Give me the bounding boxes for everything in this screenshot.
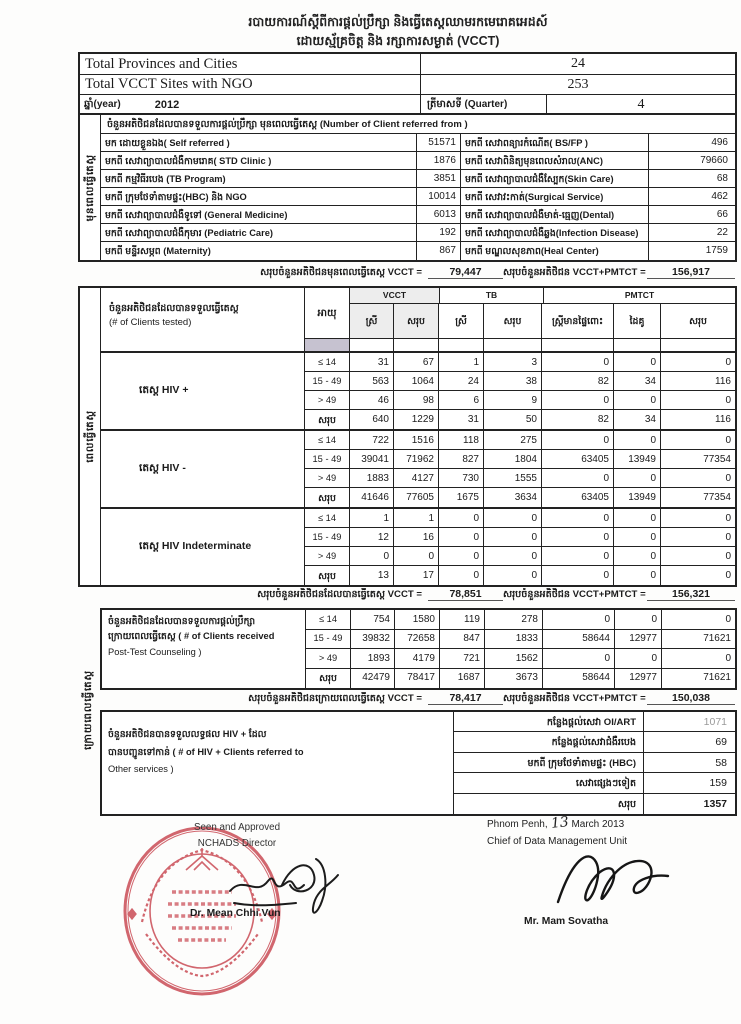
data-cell: 1516 <box>394 431 439 449</box>
data-cell: 0 <box>725 356 731 368</box>
post-test-section <box>102 610 735 688</box>
column-header: សរុប <box>689 315 707 326</box>
data-cell: 0 <box>394 547 439 565</box>
table-row <box>101 134 735 152</box>
data-cell: 63405 <box>542 488 614 507</box>
tested-table <box>78 286 737 587</box>
table-row <box>101 152 735 170</box>
data-cell: 13 <box>350 566 394 585</box>
summary-label: សរុបចំនួនអតិថិជន VCCT+PMTCT = <box>503 266 646 278</box>
section-rows <box>305 509 735 585</box>
column-header: សរុប <box>394 304 439 339</box>
section-vertical-label-pretest: មុនពេលធ្វើតេស្ត <box>84 153 96 222</box>
referral-source-label: មកពី សេវាព្យាបាលជំងឺទូទៅ (General Medicine) <box>101 206 417 223</box>
year-cell <box>80 97 420 112</box>
section-label: តេស្ត HIV + <box>101 353 305 429</box>
referred-out-rows <box>454 712 735 814</box>
table-row <box>454 773 735 793</box>
summary-value: 78,417 <box>428 692 503 705</box>
data-cell: 1833 <box>485 630 543 649</box>
post-test-summary-row <box>78 688 737 709</box>
referred-from-header: ចំនួនអតិថិជនដែលបានទទួលការផ្តល់ប្រឹក្សា មុនពេលធ្វើតេស្ត (Number of Client referred from ) <box>101 115 735 134</box>
report-title <box>78 13 718 52</box>
data-cell: 722 <box>350 431 394 449</box>
referral-source-label: មកពី ក្រុមថែទាំតាមផ្ទះ(HBC) និង NGO <box>101 188 417 205</box>
referral-source-label: មកពី សេវាព្យាបាលជំងឺស្បែក(Skin Care) <box>461 170 649 187</box>
data-cell: 17 <box>394 566 439 585</box>
data-cell: 0 <box>439 528 484 546</box>
tested-header-english: (# of Clients tested) <box>109 317 192 329</box>
data-cell: 13949 <box>614 450 661 468</box>
data-cell: 0 <box>725 613 731 625</box>
empty-cell <box>542 339 614 351</box>
section-hiv-positive <box>101 353 735 431</box>
data-cell: 3634 <box>484 488 542 507</box>
table-row <box>101 188 735 206</box>
referral-count: 51571 <box>417 134 461 151</box>
year-label: ឆ្នាំ(year) <box>84 99 121 110</box>
table-row <box>305 528 735 547</box>
referral-count: 496 <box>711 137 728 148</box>
data-cell: 98 <box>394 391 439 409</box>
totals-row-sites <box>80 74 735 94</box>
referral-source-label: មកពី សេវាព្យាបាលជំងឺកុមារ (Pediatric Care) <box>101 224 417 241</box>
referral-count: 10014 <box>417 188 461 205</box>
section-hiv-negative <box>101 431 735 509</box>
data-cell: 116 <box>715 375 731 387</box>
section-label: តេស្ត HIV - <box>101 431 305 507</box>
summary-label: សរុបចំនួនអតិថិជនក្រោយពេលធ្វើតេស្ត VCCT = <box>248 692 422 704</box>
table-row <box>454 732 735 752</box>
age-cell: 15 - 49 <box>306 630 351 649</box>
totals-row-period <box>80 94 735 114</box>
table-row-total <box>305 410 735 429</box>
tested-body <box>101 288 735 585</box>
column-header: ស្រី <box>350 304 394 339</box>
section-vertical-label-posttest: ក្រោយពេលធ្វើតេស្ត <box>83 670 94 750</box>
referred-out-header-khmer1: ចំនួនអតិថិជនបានទទួលលទ្ធផល HIV + ដែល <box>108 729 267 739</box>
referral-source-label: មកពី សេវាព្យាបាលជំងឺឆ្លង(Infection Disease) <box>461 224 649 241</box>
data-cell: 640 <box>350 410 394 429</box>
data-cell: 39041 <box>350 450 394 468</box>
group-header-tb: TB <box>440 288 544 303</box>
referral-count: 68 <box>716 173 728 184</box>
data-cell: 67 <box>394 353 439 371</box>
service-count: 69 <box>643 732 735 751</box>
data-cell: 119 <box>440 610 485 629</box>
year-value: 2012 <box>154 98 180 111</box>
table-row <box>454 712 735 732</box>
age-cell: ≤ 14 <box>305 431 350 449</box>
summary-value: 79,447 <box>428 266 503 279</box>
table-row <box>306 610 735 630</box>
data-cell: 34 <box>614 372 661 390</box>
data-cell: 0 <box>725 569 731 581</box>
signer-name-left: Dr. Mean Chhi Vun <box>190 908 281 919</box>
data-cell: 0 <box>542 509 614 527</box>
column-header: ស្ត្រីមានផ្ទៃពោះ <box>542 304 614 339</box>
data-cell: 847 <box>440 630 485 649</box>
data-cell: 12 <box>350 528 394 546</box>
referral-source-label: មកពី មណ្ឌលសុខភាព(Heal Center) <box>461 242 649 260</box>
data-cell: 82 <box>542 372 614 390</box>
table-row <box>305 372 735 391</box>
section-rows <box>305 353 735 429</box>
data-cell: 0 <box>615 649 662 668</box>
data-cell: 12977 <box>615 630 662 649</box>
data-cell: 71621 <box>703 633 731 644</box>
data-cell: 71621 <box>703 672 731 683</box>
data-cell: 3 <box>484 353 542 371</box>
data-cell: 41646 <box>350 488 394 507</box>
referral-source-label: មកពី សេវាពន្យារកំណើត( BS/FP ) <box>461 134 649 151</box>
service-count: 58 <box>643 753 735 772</box>
data-cell: 1893 <box>351 649 395 668</box>
summary-value: 150,038 <box>647 692 735 705</box>
referral-count: 462 <box>711 191 728 202</box>
column-header: ដៃគូ <box>614 304 661 339</box>
table-row <box>101 170 735 188</box>
data-cell: 0 <box>484 509 542 527</box>
section-hiv-indeterminate <box>101 509 735 585</box>
age-cell: > 49 <box>305 547 350 565</box>
section-vertical-label-test: ពេលធ្វើតេស្ត <box>84 410 96 463</box>
data-cell: 77354 <box>703 453 731 465</box>
data-cell: 0 <box>614 391 661 409</box>
service-count: 159 <box>643 773 735 792</box>
data-cell: 0 <box>725 434 731 446</box>
data-cell: 721 <box>440 649 485 668</box>
table-row <box>101 206 735 224</box>
data-cell: 827 <box>439 450 484 468</box>
pretest-summary-row <box>78 262 737 283</box>
summary-label: សរុបចំនួនអតិថិជន VCCT+PMTCT = <box>503 692 646 704</box>
age-cell: សរុប <box>305 566 350 585</box>
post-test-header-label <box>102 610 306 688</box>
data-cell: 12977 <box>615 669 662 689</box>
referral-source-label: មកពី មន្ទីរសម្ភព (Maternity) <box>101 242 417 260</box>
data-cell: 58644 <box>543 630 615 649</box>
totals-value: 24 <box>571 56 585 71</box>
data-cell: 278 <box>485 610 543 629</box>
data-cell: 78417 <box>395 669 440 689</box>
data-cell: 275 <box>484 431 542 449</box>
table-row-total <box>454 794 735 814</box>
data-cell: 1229 <box>394 410 439 429</box>
data-cell: 0 <box>614 353 661 371</box>
referred-from-body <box>101 115 735 260</box>
table-row <box>305 509 735 528</box>
service-label: មកពី ក្រុមថែទាំតាមផ្ទះ (HBC) <box>527 757 636 769</box>
table-row <box>101 242 735 260</box>
data-cell: 31 <box>439 410 484 429</box>
referral-count: 66 <box>716 209 728 220</box>
section-vertical-cell <box>80 115 101 260</box>
referred-out-header-khmer2: បានបញ្ជូនទៅកាន់ ( # of HIV + Clients referred to <box>108 746 304 757</box>
group-header-pmtct: PMTCT <box>624 290 655 301</box>
referral-source-label: មកពី សេវាពិនិត្យមុនពេលសំរាល(ANC) <box>461 152 649 169</box>
age-column-header <box>305 288 350 351</box>
data-cell: 1883 <box>350 469 394 487</box>
table-row <box>101 224 735 242</box>
empty-cell <box>439 339 484 351</box>
data-cell: 34 <box>614 410 661 429</box>
report-title-line1: របាយការណ៍ស្តីពីការផ្តល់ប្រឹក្សា និងធ្វើតេស្តឈាមរកមេរោគអេដស៍ <box>248 15 548 29</box>
table-row-total <box>305 566 735 585</box>
tested-header <box>101 288 735 353</box>
data-cell: 0 <box>614 547 661 565</box>
service-count: 1071 <box>643 712 735 731</box>
referred-out-header-label <box>102 712 454 814</box>
data-cell: 1555 <box>484 469 542 487</box>
section-rows <box>305 431 735 507</box>
totals-row-provinces <box>80 54 735 74</box>
age-cell: > 49 <box>306 649 351 668</box>
section-vertical-cell <box>79 625 98 795</box>
data-cell: 0 <box>725 531 731 543</box>
age-header-label: អាយុ <box>317 307 337 319</box>
referral-source-label: មកពី សេវាព្យាបាលជំងឺមាត់-ធ្មេញ(Dental) <box>461 206 649 223</box>
totals-value: 253 <box>567 76 589 92</box>
data-cell: 1675 <box>439 488 484 507</box>
data-cell: 0 <box>542 566 614 585</box>
totals-table <box>78 52 737 116</box>
table-row <box>305 547 735 566</box>
data-cell: 0 <box>614 431 661 449</box>
referral-count: 867 <box>417 242 461 260</box>
total-count: 1357 <box>643 794 735 814</box>
data-cell: 0 <box>725 472 731 484</box>
section-label: តេស្ត HIV Indeterminate <box>101 509 305 585</box>
signer-name-right: Mr. Mam Sovatha <box>524 916 609 927</box>
date-label: March 2013 <box>571 819 625 830</box>
handwritten-day: 13 <box>549 814 570 832</box>
report-title-line2: ដោយស្ម័គ្រចិត្ត និង រក្សាការសម្ងាត់ (VCCT) <box>296 34 500 49</box>
column-header: ស្រី <box>439 304 484 339</box>
data-cell: 0 <box>614 509 661 527</box>
data-cell: 0 <box>542 469 614 487</box>
table-row <box>454 753 735 773</box>
data-cell: 31 <box>350 353 394 371</box>
referral-count: 1759 <box>705 245 728 256</box>
table-row <box>305 469 735 488</box>
data-cell: 46 <box>350 391 394 409</box>
empty-cell <box>484 339 542 351</box>
data-cell: 63405 <box>542 450 614 468</box>
referral-source-label: មកពី កម្មវិធីរបេង (TB Program) <box>101 170 417 187</box>
table-row <box>305 391 735 410</box>
service-label: សេវាផ្សេងៗទៀត <box>575 778 636 790</box>
data-cell: 0 <box>542 391 614 409</box>
referral-source-label: មកពី សេវាវះកាត់(Surgical Service) <box>461 188 649 205</box>
data-cell: 9 <box>484 391 542 409</box>
data-cell: 58644 <box>543 669 615 689</box>
summary-label: សរុបចំនួនអតិថិជនដែលបានធ្វើតេស្ត VCCT = <box>257 588 422 600</box>
data-cell: 1 <box>439 353 484 371</box>
summary-label: សរុបចំនួនអតិថិជន VCCT+PMTCT = <box>503 588 646 600</box>
data-cell: 77354 <box>703 491 731 503</box>
age-cell: > 49 <box>305 469 350 487</box>
data-cell: 1562 <box>485 649 543 668</box>
data-cell: 72658 <box>395 630 440 649</box>
summary-value: 156,917 <box>647 266 735 279</box>
data-cell: 118 <box>439 431 484 449</box>
referred-from-table <box>78 113 737 262</box>
data-cell: 0 <box>725 652 731 664</box>
data-cell: 116 <box>715 413 731 425</box>
referral-count: 192 <box>417 224 461 241</box>
data-cell: 71962 <box>394 450 439 468</box>
table-row <box>306 649 735 669</box>
data-cell: 0 <box>543 610 615 629</box>
referral-source-label: មក ដោយខ្លួនឯង( Self referred ) <box>101 134 417 151</box>
data-cell: 0 <box>614 566 661 585</box>
totals-label: Total Provinces and Cities <box>85 55 238 72</box>
data-cell: 24 <box>439 372 484 390</box>
data-cell: 4127 <box>394 469 439 487</box>
data-cell: 754 <box>351 610 395 629</box>
totals-label: Total VCCT Sites with NGO <box>85 76 253 92</box>
data-cell: 0 <box>439 566 484 585</box>
data-cell: 0 <box>439 547 484 565</box>
age-cell: សរុប <box>305 410 350 429</box>
total-label: សរុប <box>617 798 636 810</box>
referral-count: 22 <box>716 227 728 238</box>
data-cell: 0 <box>484 566 542 585</box>
age-cell: ≤ 14 <box>305 509 350 527</box>
tested-header-khmer: ចំនួនអតិថិជនដែលបានទទួលធ្វើតេស្ត <box>109 303 239 314</box>
referred-out-header-english: Other services ) <box>108 764 174 775</box>
table-row-total <box>305 488 735 507</box>
service-label: កន្លែងផ្តល់សេវា OI/ART <box>546 717 636 728</box>
data-cell: 0 <box>439 509 484 527</box>
summary-value: 78,851 <box>428 588 503 601</box>
referral-count: 6013 <box>417 206 461 223</box>
column-header: សរុប <box>484 304 542 339</box>
quarter-value: 4 <box>637 96 645 112</box>
empty-cell <box>394 339 439 351</box>
service-label: កន្លែងផ្តល់សេវាជំងឺរបេង <box>551 737 636 749</box>
table-row <box>306 630 735 650</box>
data-cell: 4179 <box>395 649 440 668</box>
referral-count: 79660 <box>700 155 728 166</box>
data-cell: 0 <box>542 528 614 546</box>
empty-cell <box>614 339 661 351</box>
age-cell: ≤ 14 <box>305 353 350 371</box>
sub-header-row <box>350 304 735 339</box>
data-cell: 563 <box>350 372 394 390</box>
data-cell: 0 <box>614 469 661 487</box>
data-cell: 50 <box>484 410 542 429</box>
table-row <box>305 450 735 469</box>
age-cell: សរុប <box>306 669 351 689</box>
post-test-header-english: Post-Test Counseling ) <box>108 646 202 657</box>
quarter-label: ត្រីមាសទី (Quarter) <box>427 99 508 110</box>
data-cell: 42479 <box>351 669 395 689</box>
group-header-row <box>350 288 735 304</box>
post-test-table <box>100 608 737 690</box>
empty-cell <box>350 339 394 351</box>
data-cell: 0 <box>614 528 661 546</box>
age-header-shaded-cell <box>305 338 349 351</box>
data-cell: 0 <box>543 649 615 668</box>
data-cell: 1687 <box>440 669 485 689</box>
post-test-header-khmer1: ចំនួនអតិថិជនដែលបានទទួលការផ្តល់ប្រឹក្សា <box>108 616 256 626</box>
data-cell: 0 <box>725 394 731 406</box>
data-cell: 3673 <box>485 669 543 689</box>
tested-header-label <box>101 288 305 351</box>
data-cell: 1 <box>350 509 394 527</box>
data-cell: 0 <box>615 610 662 629</box>
age-cell: > 49 <box>305 391 350 409</box>
place-date-line <box>487 812 687 834</box>
table-row-total <box>306 669 735 689</box>
group-header-vcct: VCCT <box>350 288 440 303</box>
data-cell: 0 <box>484 547 542 565</box>
data-cell: 1804 <box>484 450 542 468</box>
age-cell: 15 - 49 <box>305 372 350 390</box>
data-cell: 0 <box>350 547 394 565</box>
data-cell: 0 <box>542 431 614 449</box>
data-cell: 730 <box>439 469 484 487</box>
summary-value: 156,321 <box>647 588 735 601</box>
summary-label: សរុបចំនួនអតិថិជនមុនពេលធ្វើតេស្ត VCCT = <box>260 266 422 278</box>
data-cell: 13949 <box>614 488 661 507</box>
signature-right <box>552 840 682 915</box>
post-test-header-khmer2: ក្រោយពេលធ្វើតេស្ត ( # of Clients received <box>108 631 275 642</box>
data-cell: 0 <box>542 353 614 371</box>
section-vertical-cell <box>80 288 101 585</box>
section-rows <box>306 610 735 688</box>
data-cell: 77605 <box>394 488 439 507</box>
data-cell: 0 <box>542 547 614 565</box>
empty-header-row <box>350 338 735 351</box>
data-cell: 0 <box>484 528 542 546</box>
place-label: Phnom Penh, <box>487 819 548 830</box>
data-cell: 6 <box>439 391 484 409</box>
data-cell: 0 <box>725 512 731 524</box>
data-cell: 16 <box>394 528 439 546</box>
referred-out-table <box>100 710 737 816</box>
approval-line1: Seen and Approved <box>193 822 281 833</box>
tested-header-columns <box>350 288 735 351</box>
referral-count: 3851 <box>417 170 461 187</box>
age-cell: 15 - 49 <box>305 528 350 546</box>
age-cell: ≤ 14 <box>306 610 351 629</box>
table-row <box>305 353 735 372</box>
data-cell: 1 <box>394 509 439 527</box>
data-cell: 39832 <box>351 630 395 649</box>
data-cell: 1064 <box>394 372 439 390</box>
empty-cell <box>661 339 735 351</box>
data-cell: 38 <box>484 372 542 390</box>
data-cell: 82 <box>542 410 614 429</box>
referral-source-label: មកពី សេវាព្យាបាលជំងឺកាមរោគ( STD Clinic ) <box>101 152 417 169</box>
age-cell: 15 - 49 <box>305 450 350 468</box>
role-label: Chief of Data Management Unit <box>487 836 628 848</box>
data-cell: 1580 <box>395 610 440 629</box>
age-cell: សរុប <box>305 488 350 507</box>
data-cell: 0 <box>725 550 731 562</box>
approval-line2: NCHADS Director <box>197 837 277 849</box>
table-row <box>305 431 735 450</box>
referral-count: 1876 <box>417 152 461 169</box>
tested-summary-row <box>78 584 737 605</box>
